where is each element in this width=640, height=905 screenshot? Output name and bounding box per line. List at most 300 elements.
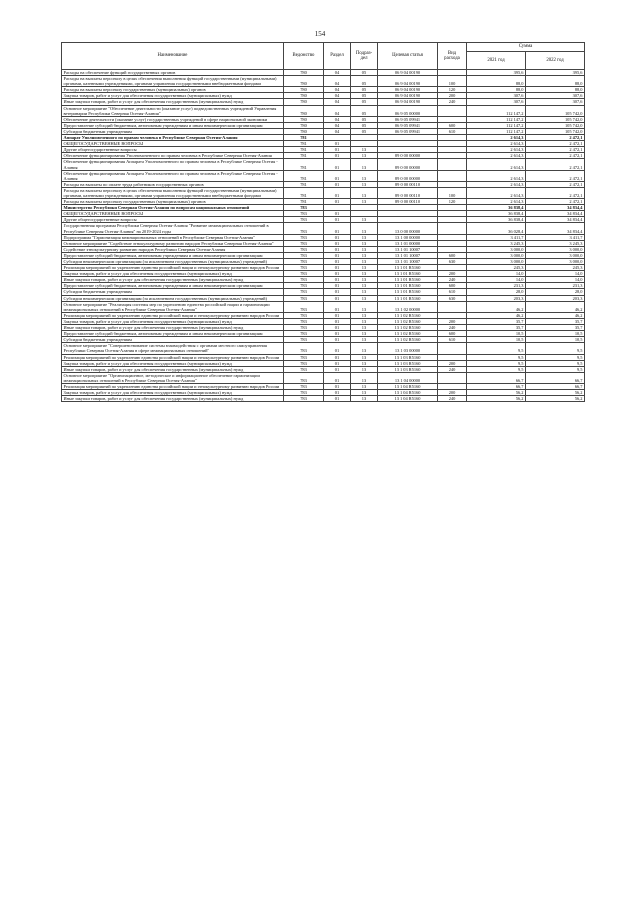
row-target-article: 13 1 03 R5160 — [378, 366, 438, 372]
row-amount-2021: 9,5 — [467, 343, 526, 354]
row-amount-2021: 14,0 — [467, 271, 526, 277]
row-section: 01 — [324, 366, 351, 372]
row-subsection: 13 — [351, 396, 378, 402]
row-target-article: 13 0 00 00000 — [378, 223, 438, 234]
row-section: 04 — [324, 87, 351, 93]
row-subsection: 05 — [351, 128, 378, 134]
header-target-article: Целевая статья — [378, 43, 438, 70]
row-amount-2022: 2 472,1 — [526, 135, 585, 141]
row-subsection: 13 — [351, 265, 378, 271]
row-amount-2021: 395,6 — [467, 70, 526, 76]
row-department: 781 — [284, 153, 324, 159]
row-section: 01 — [324, 259, 351, 265]
row-name: Основное мероприятие "Реализация системы мер по укреплению единства российской нации и гармонизации межнациональных отношений в Республике Северная Осетия-Алания" — [62, 301, 284, 312]
row-amount-2022: 9,5 — [526, 366, 585, 372]
row-department: 780 — [284, 128, 324, 134]
row-amount-2021: 2 614,3 — [467, 135, 526, 141]
row-expense-type: 630 — [438, 259, 467, 265]
row-name: Субсидии некоммерческим организациям (за исключением государственных (муниципальных) учреждений) — [62, 295, 284, 301]
row-amount-2022: 66,7 — [526, 372, 585, 383]
row-target-article: 06 9 04 00190 — [378, 70, 438, 76]
row-department: 783 — [284, 396, 324, 402]
row-name: Расходы на выплаты персоналу государственных (муниципальных) органов — [62, 199, 284, 205]
row-amount-2022: 2 472,1 — [526, 159, 585, 170]
row-subsection: 13 — [351, 312, 378, 318]
row-target-article: 06 9 04 00190 — [378, 76, 438, 87]
row-expense-type: 600 — [438, 122, 467, 128]
row-department: 783 — [284, 390, 324, 396]
row-name: Закупка товаров, работ и услуг для обеспечения государственных (муниципальных) нужд — [62, 360, 284, 366]
row-section: 01 — [324, 318, 351, 324]
row-amount-2021: 112 147,2 — [467, 116, 526, 122]
row-name: Реализация мероприятий по укреплению единства российской нации и этнокультурному развитию народов России — [62, 354, 284, 360]
row-amount-2022: 3 245,3 — [526, 240, 585, 246]
row-subsection: 13 — [351, 354, 378, 360]
row-department: 783 — [284, 383, 324, 389]
row-department: 783 — [284, 289, 324, 295]
row-section: 01 — [324, 141, 351, 147]
row-subsection: 13 — [351, 147, 378, 153]
row-amount-2022: 2 472,1 — [526, 147, 585, 153]
row-section: 01 — [324, 283, 351, 289]
row-amount-2021: 9,5 — [467, 366, 526, 372]
row-section: 01 — [324, 343, 351, 354]
row-amount-2021: 307,6 — [467, 99, 526, 105]
header-section: Раздел — [324, 43, 351, 70]
row-amount-2022: 2 472,1 — [526, 153, 585, 159]
row-amount-2021: 9,5 — [467, 354, 526, 360]
row-amount-2021: 3 245,3 — [467, 240, 526, 246]
row-expense-type: 120 — [438, 199, 467, 205]
row-name: Обеспечение функционирования Аппарата Уполномоченного по правам человека в Республике Северная Осетия - Алания — [62, 170, 284, 181]
row-subsection: 13 — [351, 159, 378, 170]
row-department: 783 — [284, 234, 324, 240]
row-section: 01 — [324, 240, 351, 246]
row-amount-2022: 245,3 — [526, 265, 585, 271]
row-section: 01 — [324, 289, 351, 295]
row-target-article: 13 1 03 00000 — [378, 343, 438, 354]
row-section: 04 — [324, 128, 351, 134]
row-name: Иные закупки товаров, работ и услуг для обеспечения государственных (муниципальных) нужд — [62, 277, 284, 283]
row-section: 01 — [324, 277, 351, 283]
row-section: 01 — [324, 396, 351, 402]
row-amount-2021: 2 614,3 — [467, 153, 526, 159]
row-subsection: 13 — [351, 271, 378, 277]
row-name: Подпрограмма "Гармонизация межнациональных отношений в Республике Северная Осетия-Алания" — [62, 234, 284, 240]
row-amount-2021: 36 838,4 — [467, 211, 526, 217]
row-subsection: 05 — [351, 87, 378, 93]
row-section: 01 — [324, 360, 351, 366]
row-name: ОБЩЕГОСУДАРСТВЕННЫЕ ВОПРОСЫ — [62, 141, 284, 147]
row-amount-2022: 395,6 — [526, 70, 585, 76]
row-amount-2021: 3 000,0 — [467, 246, 526, 252]
row-expense-type: 200 — [438, 318, 467, 324]
row-target-article: 13 1 02 R5160 — [378, 312, 438, 318]
row-section: 01 — [324, 354, 351, 360]
row-amount-2022: 2 472,1 — [526, 181, 585, 187]
row-department: 783 — [284, 240, 324, 246]
row-department: 783 — [284, 205, 324, 211]
row-amount-2021: 28,0 — [467, 289, 526, 295]
row-target-article: 13 1 01 10007 — [378, 246, 438, 252]
row-target-article: 13 1 01 R5160 — [378, 277, 438, 283]
row-subsection: 05 — [351, 122, 378, 128]
row-name: Основное мероприятие "Обеспечение деятельности (оказание услуг) подведомственных учреждений Управления ветеринарии Республики Северная Осетия-Алания" — [62, 105, 284, 116]
row-expense-type: 200 — [438, 271, 467, 277]
header-year-2021: 2021 год — [467, 52, 526, 70]
row-name: Предоставление субсидий бюджетным, автономным учреждениям и иным некоммерческим организациям — [62, 122, 284, 128]
row-target-article: 89 0 00 00110 — [378, 181, 438, 187]
row-section: 04 — [324, 70, 351, 76]
row-target-article: 13 1 04 00000 — [378, 372, 438, 383]
row-amount-2021: 10,5 — [467, 337, 526, 343]
row-expense-type: 600 — [438, 283, 467, 289]
row-department: 783 — [284, 301, 324, 312]
row-amount-2021: 14,0 — [467, 277, 526, 283]
row-section: 01 — [324, 217, 351, 223]
row-subsection: 13 — [351, 187, 378, 198]
row-department: 783 — [284, 259, 324, 265]
row-section: 01 — [324, 187, 351, 198]
row-amount-2021: 245,3 — [467, 265, 526, 271]
row-subsection: 13 — [351, 390, 378, 396]
row-target-article: 13 1 04 R5160 — [378, 383, 438, 389]
row-target-article: 13 1 01 00000 — [378, 240, 438, 246]
row-name: ОБЩЕГОСУДАРСТВЕННЫЕ ВОПРОСЫ — [62, 211, 284, 217]
row-department: 783 — [284, 331, 324, 337]
row-target-article: 13 1 00 00000 — [378, 234, 438, 240]
table-row — [62, 223, 585, 234]
row-target-article: 13 1 02 00000 — [378, 301, 438, 312]
row-department: 783 — [284, 271, 324, 277]
row-subsection: 13 — [351, 223, 378, 234]
row-section: 01 — [324, 383, 351, 389]
row-expense-type: 630 — [438, 295, 467, 301]
row-subsection: 13 — [351, 246, 378, 252]
row-expense-type: 610 — [438, 289, 467, 295]
row-name: Субсидии бюджетным учреждениям — [62, 128, 284, 134]
row-amount-2021: 3 000,0 — [467, 252, 526, 258]
row-department: 780 — [284, 105, 324, 116]
row-amount-2022: 2 472,1 — [526, 199, 585, 205]
row-amount-2021: 112 147,2 — [467, 122, 526, 128]
row-expense-type: 100 — [438, 187, 467, 198]
row-expense-type: 240 — [438, 325, 467, 331]
row-expense-type: 240 — [438, 99, 467, 105]
row-target-article: 13 1 01 R5160 — [378, 271, 438, 277]
row-department: 780 — [284, 93, 324, 99]
row-department: 781 — [284, 170, 324, 181]
row-subsection: 05 — [351, 105, 378, 116]
row-subsection: 05 — [351, 116, 378, 122]
row-subsection: 13 — [351, 181, 378, 187]
row-name: Обеспечение функционирования Уполномоченного по правам человека в Республике Северная Осетия-Алания — [62, 153, 284, 159]
budget-table — [61, 42, 585, 402]
row-amount-2021: 36 838,4 — [467, 217, 526, 223]
row-target-article: 13 1 02 R5160 — [378, 337, 438, 343]
row-amount-2022: 3 000,0 — [526, 246, 585, 252]
row-amount-2022: 9,5 — [526, 343, 585, 354]
row-section: 01 — [324, 181, 351, 187]
row-subsection: 13 — [351, 372, 378, 383]
row-department: 783 — [284, 312, 324, 318]
row-expense-type — [438, 159, 467, 170]
header-year-2022: 2022 год — [526, 52, 585, 70]
row-expense-type — [438, 372, 467, 383]
row-name: Основное мероприятие "Совершенствование системы взаимодействия с органами местного самоуправления Республики Северная Осетия-Алания в сфере межнациональных отношений" — [62, 343, 284, 354]
row-amount-2022: 56,2 — [526, 390, 585, 396]
row-section: 04 — [324, 116, 351, 122]
row-subsection: 13 — [351, 153, 378, 159]
row-amount-2022: 34 834,4 — [526, 205, 585, 211]
row-amount-2021: 307,6 — [467, 93, 526, 99]
row-amount-2021: 10,5 — [467, 331, 526, 337]
row-department: 783 — [284, 283, 324, 289]
row-expense-type: 240 — [438, 396, 467, 402]
row-subsection: 13 — [351, 301, 378, 312]
table-body — [62, 70, 585, 402]
row-subsection: 13 — [351, 337, 378, 343]
page-number: 154 — [314, 30, 326, 38]
row-subsection: 13 — [351, 325, 378, 331]
row-amount-2022: 28,0 — [526, 289, 585, 295]
row-expense-type: 600 — [438, 331, 467, 337]
row-amount-2021: 36 838,4 — [467, 205, 526, 211]
row-amount-2022: 56,2 — [526, 396, 585, 402]
row-target-article: 13 1 04 R5160 — [378, 390, 438, 396]
row-target-article: 06 9 05 09941 — [378, 122, 438, 128]
row-section: 01 — [324, 170, 351, 181]
row-amount-2022: 2 472,1 — [526, 170, 585, 181]
row-expense-type: 200 — [438, 360, 467, 366]
row-name: Расходы на обеспечение функций государственных органов — [62, 70, 284, 76]
row-section: 01 — [324, 147, 351, 153]
row-expense-type — [438, 301, 467, 312]
row-section: 04 — [324, 93, 351, 99]
row-name: Реализация мероприятий по укреплению единства российской нации и этнокультурному развитию народов России — [62, 265, 284, 271]
row-name: Закупка товаров, работ и услуг для обеспечения государственных (муниципальных) нужд — [62, 390, 284, 396]
row-amount-2021: 2 614,3 — [467, 170, 526, 181]
row-target-article: 89 0 00 00110 — [378, 199, 438, 205]
row-name: Другие общегосударственные вопросы — [62, 217, 284, 223]
row-amount-2021: 112 147,2 — [467, 128, 526, 134]
row-name: Расходы на выплаты персоналу в целях обеспечения выполнения функций государственными (муниципальными) органами, казенными учреждениями, органами управления государственными внебюджетными фондами — [62, 76, 284, 87]
row-target-article: 06 9 04 00190 — [378, 87, 438, 93]
row-amount-2022: 105 742,0 — [526, 105, 585, 116]
row-target-article: 13 1 02 R5160 — [378, 331, 438, 337]
row-target-article: 89 0 00 00000 — [378, 153, 438, 159]
row-name: Реализация мероприятий по укреплению единства российской нации и этнокультурному развитию народов России — [62, 312, 284, 318]
row-subsection: 13 — [351, 343, 378, 354]
row-name: Государственная программа Республики Северная Осетия-Алания "Развитие межнациональных отношений в Республике Северная Осетия-Алания" на 2019-2024 годы — [62, 223, 284, 234]
row-section: 01 — [324, 301, 351, 312]
row-expense-type: 610 — [438, 337, 467, 343]
row-department: 783 — [284, 246, 324, 252]
row-department: 780 — [284, 70, 324, 76]
row-target-article: 89 0 00 00000 — [378, 170, 438, 181]
row-subsection: 13 — [351, 366, 378, 372]
row-subsection: 13 — [351, 289, 378, 295]
header-subsection: Подраз-дел — [351, 43, 378, 70]
row-amount-2022: 9,5 — [526, 360, 585, 366]
row-department: 781 — [284, 141, 324, 147]
row-name: Закупка товаров, работ и услуг для обеспечения государственных (муниципальных) нужд — [62, 271, 284, 277]
row-amount-2022: 35,7 — [526, 325, 585, 331]
row-amount-2021: 36 028,4 — [467, 223, 526, 234]
table-row — [62, 301, 585, 312]
row-amount-2021: 2 614,3 — [467, 181, 526, 187]
row-amount-2022: 34 834,4 — [526, 217, 585, 223]
row-amount-2022: 34 834,4 — [526, 223, 585, 234]
row-amount-2022: 105 742,0 — [526, 116, 585, 122]
row-amount-2021: 2 614,3 — [467, 187, 526, 198]
row-amount-2022: 9,5 — [526, 354, 585, 360]
row-section: 01 — [324, 331, 351, 337]
row-amount-2022: 105 742,0 — [526, 122, 585, 128]
table-row — [62, 170, 585, 181]
row-name: Расходы на выплаты персоналу государственных (муниципальных) органов — [62, 87, 284, 93]
row-amount-2022: 46,2 — [526, 301, 585, 312]
row-amount-2021: 2 614,3 — [467, 159, 526, 170]
row-name: Реализация мероприятий по укреплению единства российской нации и этнокультурному развитию народов России — [62, 383, 284, 389]
row-section: 01 — [324, 337, 351, 343]
row-target-article: 13 1 04 R5160 — [378, 396, 438, 402]
row-department: 783 — [284, 217, 324, 223]
header-name: Наименование — [62, 43, 284, 70]
row-amount-2022: 231,3 — [526, 283, 585, 289]
row-section: 01 — [324, 211, 351, 217]
row-section: 01 — [324, 312, 351, 318]
row-department: 783 — [284, 252, 324, 258]
row-subsection: 05 — [351, 76, 378, 87]
row-section: 01 — [324, 390, 351, 396]
row-department: 780 — [284, 116, 324, 122]
row-name: Иные закупки товаров, работ и услуг для обеспечения государственных (муниципальных) нужд — [62, 396, 284, 402]
row-expense-type: 240 — [438, 366, 467, 372]
row-name: Закупка товаров, работ и услуг для обеспечения государственных (муниципальных) нужд — [62, 318, 284, 324]
row-name: Расходы на выплаты по оплате труда работников государственных органов — [62, 181, 284, 187]
table-row — [62, 343, 585, 354]
row-department: 780 — [284, 122, 324, 128]
row-subsection: 13 — [351, 383, 378, 389]
row-department: 783 — [284, 295, 324, 301]
row-target-article: 06 9 05 09941 — [378, 128, 438, 134]
row-department: 783 — [284, 318, 324, 324]
row-section: 01 — [324, 246, 351, 252]
row-department: 781 — [284, 159, 324, 170]
row-name: Иные закупки товаров, работ и услуг для обеспечения государственных (муниципальных) нужд — [62, 99, 284, 105]
row-name: Аппарат Уполномоченного по правам человека в Республике Северная Осетия-Алания — [62, 135, 284, 141]
row-target-article: 13 1 01 10007 — [378, 259, 438, 265]
table-row — [62, 372, 585, 383]
row-department: 781 — [284, 147, 324, 153]
row-target-article: 89 0 00 00000 — [378, 159, 438, 170]
row-target-article: 13 1 01 R5160 — [378, 289, 438, 295]
row-target-article: 13 1 01 10007 — [378, 252, 438, 258]
row-name: Субсидии бюджетным учреждениям — [62, 337, 284, 343]
row-name: Обеспечение функционирования Аппарата Уполномоченного по правам человека в Республике Северная Осетия - Алания — [62, 159, 284, 170]
row-section: 01 — [324, 223, 351, 234]
row-target-article: 13 1 03 R5160 — [378, 360, 438, 366]
row-amount-2022: 3 000,0 — [526, 252, 585, 258]
row-amount-2021: 3 411,7 — [467, 234, 526, 240]
row-target-article: 06 9 04 00190 — [378, 93, 438, 99]
row-amount-2022: 88,0 — [526, 87, 585, 93]
row-amount-2021: 56,2 — [467, 396, 526, 402]
row-section: 01 — [324, 252, 351, 258]
row-name: Другие общегосударственные вопросы — [62, 147, 284, 153]
row-expense-type: 600 — [438, 252, 467, 258]
row-section: 01 — [324, 372, 351, 383]
row-amount-2022: 46,2 — [526, 312, 585, 318]
row-target-article: 13 1 01 R5160 — [378, 283, 438, 289]
row-amount-2022: 2 472,1 — [526, 187, 585, 198]
row-name: Основное мероприятие "Содействие этнокультурному развитию народов Республики Северная Осетия-Алания" — [62, 240, 284, 246]
row-amount-2021: 231,3 — [467, 283, 526, 289]
row-amount-2021: 3 000,0 — [467, 259, 526, 265]
row-expense-type — [438, 343, 467, 354]
row-target-article: 06 9 05 09941 — [378, 116, 438, 122]
row-name: Иные закупки товаров, работ и услуг для обеспечения государственных (муниципальных) нужд — [62, 366, 284, 372]
row-expense-type: 200 — [438, 93, 467, 99]
row-section: 01 — [324, 159, 351, 170]
row-name: Иные закупки товаров, работ и услуг для обеспечения государственных (муниципальных) нужд — [62, 325, 284, 331]
row-target-article: 13 1 01 R5160 — [378, 295, 438, 301]
row-subsection: 05 — [351, 93, 378, 99]
table-row — [62, 105, 585, 116]
header-department: Ведомство — [284, 43, 324, 70]
table-row — [62, 159, 585, 170]
row-name: Субсидии некоммерческим организациям (за исключением государственных (муниципальных) учреждений) — [62, 259, 284, 265]
row-amount-2022: 14,0 — [526, 277, 585, 283]
row-department: 781 — [284, 135, 324, 141]
row-section: 04 — [324, 122, 351, 128]
row-amount-2022: 66,7 — [526, 383, 585, 389]
row-expense-type: 200 — [438, 390, 467, 396]
row-name: Предоставление субсидий бюджетным, автономным учреждениям и иным некоммерческим организациям — [62, 331, 284, 337]
header-expense-type: Вид расхода — [438, 43, 467, 70]
row-department: 783 — [284, 372, 324, 383]
row-department: 783 — [284, 343, 324, 354]
row-amount-2021: 46,2 — [467, 312, 526, 318]
row-target-article: 13 1 03 R5160 — [378, 354, 438, 360]
row-amount-2021: 66,7 — [467, 383, 526, 389]
row-amount-2021: 66,7 — [467, 372, 526, 383]
row-section: 01 — [324, 325, 351, 331]
row-department: 783 — [284, 366, 324, 372]
row-amount-2022: 34 834,4 — [526, 211, 585, 217]
row-subsection: 05 — [351, 70, 378, 76]
row-subsection: 05 — [351, 99, 378, 105]
row-target-article: 06 9 04 00190 — [378, 99, 438, 105]
row-amount-2022: 105 742,0 — [526, 128, 585, 134]
row-subsection: 13 — [351, 240, 378, 246]
row-amount-2021: 9,5 — [467, 360, 526, 366]
row-name: Министерство Республики Северная Осетия-Алания по вопросам национальных отношений — [62, 205, 284, 211]
row-expense-type: 240 — [438, 277, 467, 283]
row-expense-type — [438, 105, 467, 116]
row-subsection: 13 — [351, 234, 378, 240]
row-name: Обеспечение деятельности (оказание услуг) государственных учреждений в сфере национальной экономики — [62, 116, 284, 122]
row-section: 01 — [324, 271, 351, 277]
row-subsection: 13 — [351, 277, 378, 283]
row-name: Закупка товаров, работ и услуг для обеспечения государственных (муниципальных) нужд — [62, 93, 284, 99]
row-amount-2021: 2 614,3 — [467, 147, 526, 153]
row-amount-2021: 88,0 — [467, 87, 526, 93]
row-subsection: 13 — [351, 217, 378, 223]
table-row — [62, 396, 585, 402]
row-department: 783 — [284, 354, 324, 360]
